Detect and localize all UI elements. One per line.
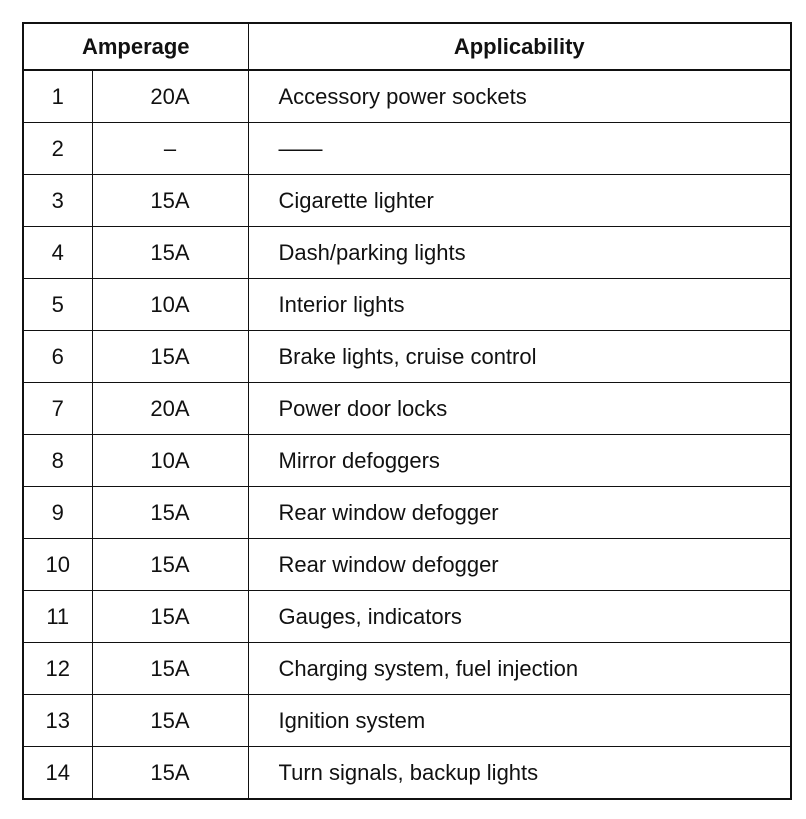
applicability-cell: —— [248,123,791,175]
table-row [23,175,791,227]
amperage-cell: 15A [92,487,248,539]
fuse-number-cell: 8 [23,435,92,487]
header-row [23,23,791,70]
amperage-cell: 10A [92,279,248,331]
fuse-number-cell: 7 [23,383,92,435]
amperage-cell: 15A [92,331,248,383]
fuse-number-cell: 10 [23,539,92,591]
table-row [23,383,791,435]
fuse-number-cell: 13 [23,695,92,747]
amperage-cell: 15A [92,591,248,643]
applicability-cell: Turn signals, backup lights [248,747,791,800]
amperage-cell: 15A [92,227,248,279]
table-row [23,643,791,695]
applicability-cell: Interior lights [248,279,791,331]
table-row [23,591,791,643]
fuse-number-cell: 3 [23,175,92,227]
table-row [23,539,791,591]
applicability-cell: Accessory power sockets [248,70,791,123]
fuse-number-cell: 6 [23,331,92,383]
header-applicability: Applicability [248,23,791,70]
applicability-cell: Cigarette lighter [248,175,791,227]
header-amperage: Amperage [23,23,248,70]
table-row [23,227,791,279]
table-row [23,70,791,123]
applicability-cell: Gauges, indicators [248,591,791,643]
fuse-rows [23,70,791,799]
amperage-cell: 15A [92,695,248,747]
applicability-cell: Mirror defoggers [248,435,791,487]
fuse-number-cell: 9 [23,487,92,539]
fuse-number-cell: 4 [23,227,92,279]
fuse-number-cell: 14 [23,747,92,800]
applicability-cell: Ignition system [248,695,791,747]
fuse-table [22,22,792,800]
amperage-cell: 10A [92,435,248,487]
table-row [23,331,791,383]
table-row [23,279,791,331]
amperage-cell: – [92,123,248,175]
amperage-cell: 15A [92,643,248,695]
table-row [23,123,791,175]
fuse-number-cell: 1 [23,70,92,123]
amperage-cell: 15A [92,539,248,591]
amperage-cell: 15A [92,175,248,227]
amperage-cell: 20A [92,70,248,123]
table-row [23,747,791,800]
fuse-number-cell: 11 [23,591,92,643]
table-row [23,435,791,487]
applicability-cell: Power door locks [248,383,791,435]
fuse-number-cell: 12 [23,643,92,695]
applicability-cell: Dash/parking lights [248,227,791,279]
amperage-cell: 20A [92,383,248,435]
table-row [23,695,791,747]
applicability-cell: Brake lights, cruise control [248,331,791,383]
applicability-cell: Rear window defogger [248,539,791,591]
applicability-cell: Charging system, fuel injection [248,643,791,695]
table-row [23,487,791,539]
fuse-number-cell: 2 [23,123,92,175]
amperage-cell: 15A [92,747,248,800]
fuse-number-cell: 5 [23,279,92,331]
applicability-cell: Rear window defogger [248,487,791,539]
